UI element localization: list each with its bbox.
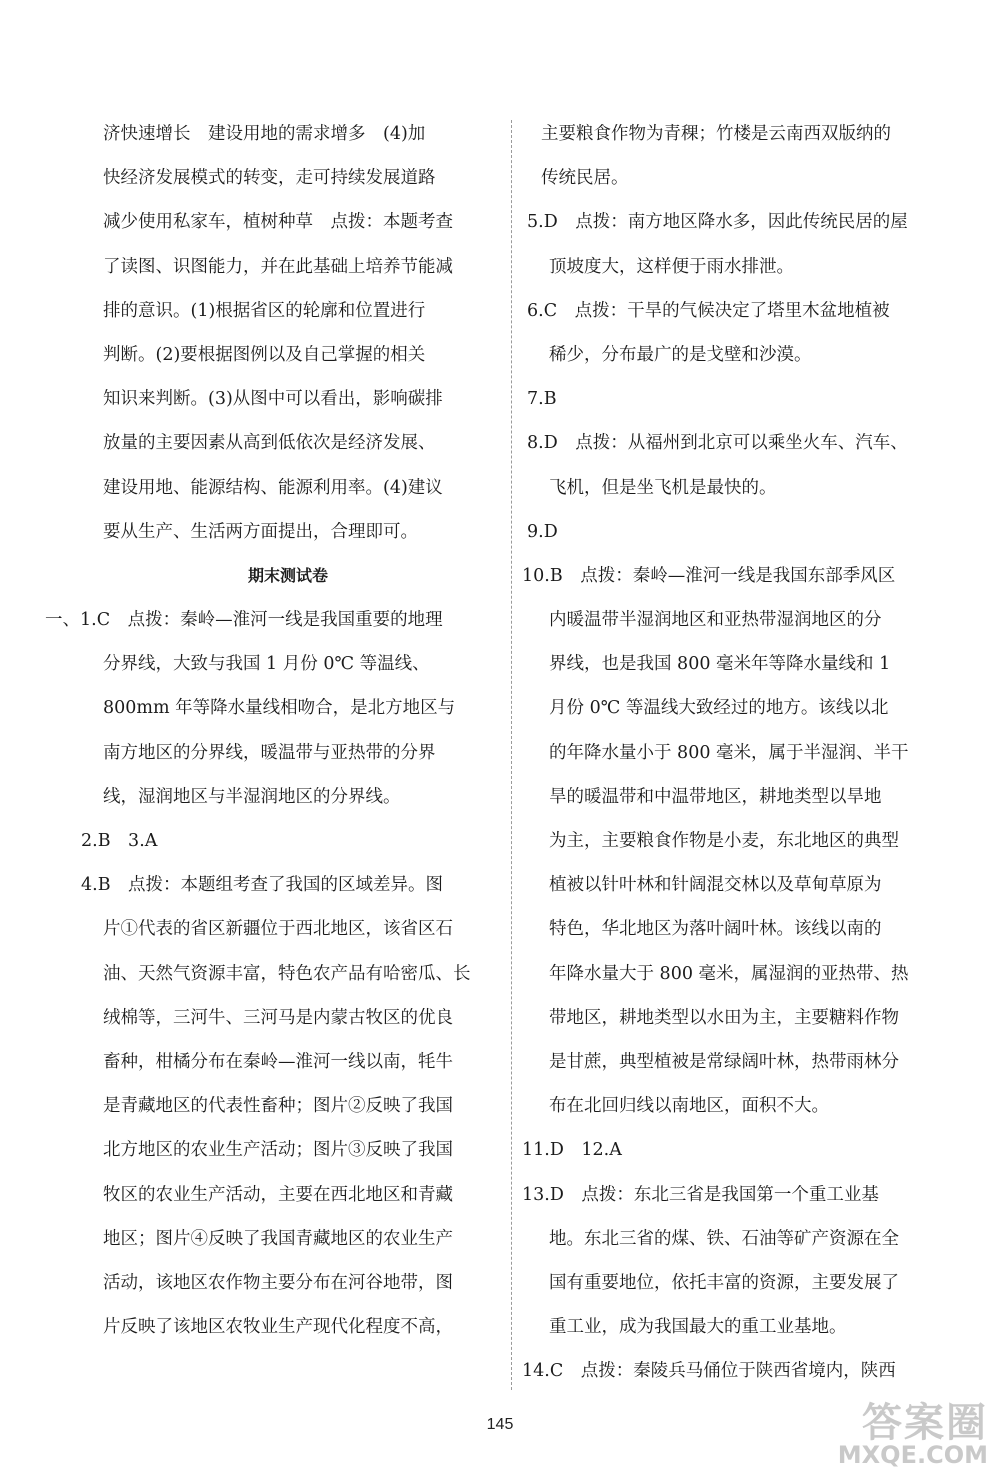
text-line: 排的意识。(1)根据省区的轮廓和位置进行 — [103, 300, 426, 321]
answer-line: 稀少，分布最广的是戈壁和沙漠。 — [549, 344, 812, 365]
continued-answer — [103, 112, 473, 554]
text-line: 传统民居。 — [541, 168, 629, 189]
answer-q10 — [522, 554, 909, 1128]
answer-line: 南方地区的分界线，暖温带与亚热带的分界 — [103, 742, 436, 763]
text-line: 放量的主要因素从高到低依次是经济发展、 — [103, 433, 436, 454]
answer-line: 重工业，成为我国最大的重工业基地。 — [549, 1317, 847, 1338]
text-line: 建设用地、能源结构、能源利用率。(4)建议 — [103, 477, 443, 498]
answer-q8 — [527, 421, 907, 509]
answer-line: 是青藏地区的代表性畜种；图片②反映了我国 — [103, 1096, 453, 1117]
answer-q5 — [527, 200, 907, 288]
continued-answer — [527, 112, 907, 200]
answer-line: 飞机，但是坐飞机是最快的。 — [549, 477, 777, 498]
text-line: 济快速增长 建设用地的需求增多 (4)加 — [103, 124, 426, 144]
answer-line: 带地区，耕地类型以水田为主，主要糖料作物 — [549, 1007, 899, 1028]
answer-line: 13.D 点拨：东北三省是我国第一个重工业基 — [522, 1184, 879, 1205]
answer-line: 一、1.C 点拨：秦岭—淮河一线是我国重要的地理 — [45, 610, 443, 631]
answer-q11-q12: 11.D 12.A — [522, 1140, 622, 1161]
watermark-url: MXQE.COM — [837, 1441, 988, 1469]
answer-line: 10.B 点拨：秦岭—淮河一线是我国东部季风区 — [522, 565, 896, 586]
answer-line: 植被以针叶林和针阔混交林以及草甸草原为 — [549, 875, 882, 896]
text-line: 主要粮食作物为青稞；竹楼是云南西双版纳的 — [541, 124, 891, 144]
answer-line: 牧区的农业生产活动，主要在西北地区和青藏 — [103, 1184, 453, 1205]
answer-line: 线，湿润地区与半湿润地区的分界线。 — [103, 786, 401, 807]
watermark-logo — [837, 1391, 992, 1471]
answer-line: 年降水量大于 800 毫米，属湿润的亚热带、热 — [549, 963, 909, 984]
answer-line: 界线，也是我国 800 毫米年等降水量线和 1 — [549, 654, 891, 675]
answer-line: 畜种，柑橘分布在秦岭—淮河一线以南，牦牛 — [103, 1051, 453, 1072]
answer-q7: 7.B — [527, 389, 557, 410]
answer-line: 片反映了该地区农牧业生产现代化程度不高， — [103, 1317, 453, 1338]
page-number: 145 — [486, 1416, 514, 1433]
right-column — [522, 112, 909, 1393]
section-title: 期末测试卷 — [247, 565, 328, 585]
answer-line: 4.B 点拨：本题组考查了我国的区域差异。图 — [81, 875, 444, 896]
answer-q2-q3: 2.B 3.A — [81, 831, 158, 851]
text-line: 判断。(2)要根据图例以及自己掌握的相关 — [103, 344, 426, 365]
answer-line: 油、天然气资源丰富，特色农产品有哈密瓜、长 — [103, 963, 471, 984]
answer-line: 内暖温带半湿润地区和亚热带湿润地区的分 — [549, 610, 882, 631]
answer-line: 活动，该地区农作物主要分布在河谷地带，图 — [103, 1272, 453, 1293]
answer-line: 北方地区的农业生产活动；图片③反映了我国 — [103, 1140, 453, 1161]
text-line: 了读图、识图能力，并在此基础上培养节能减 — [103, 256, 453, 277]
left-column — [45, 112, 473, 1349]
answer-line: 国有重要地位，依托丰富的资源，主要发展了 — [549, 1272, 899, 1293]
answer-line: 5.D 点拨：南方地区降水多，因此传统民居的屋 — [527, 212, 908, 233]
answer-line: 顶坡度大，这样便于雨水排泄。 — [549, 256, 794, 277]
text-line: 要从生产、生活两方面提出，合理即可。 — [103, 521, 418, 542]
answer-line: 6.C 点拨：干旱的气候决定了塔里木盆地植被 — [527, 300, 890, 321]
answer-line: 8.D 点拨：从福州到北京可以乘坐火车、汽车、 — [527, 433, 908, 454]
answer-line: 地。东北三省的煤、铁、石油等矿产资源在全 — [549, 1228, 899, 1249]
answer-q1 — [45, 598, 473, 819]
answer-line: 绒棉等，三河牛、三河马是内蒙古牧区的优良 — [103, 1007, 453, 1028]
answer-q6 — [527, 289, 907, 377]
answer-line: 旱的暖温带和中温带地区，耕地类型以旱地 — [549, 786, 882, 807]
answer-line: 片①代表的省区新疆位于西北地区，该省区石 — [103, 919, 453, 940]
answer-q9: 9.D — [527, 521, 558, 542]
answer-line: 14.C 点拨：秦陵兵马俑位于陕西省境内，陕西 — [522, 1361, 896, 1382]
answer-q13 — [522, 1173, 907, 1350]
column-divider — [511, 120, 513, 1390]
text-line: 减少使用私家车，植树种草 点拨：本题考查 — [103, 212, 453, 233]
answer-line: 地区；图片④反映了我国青藏地区的农业生产 — [103, 1228, 453, 1249]
answer-line: 是甘蔗，典型植被是常绿阔叶林，热带雨林分 — [549, 1051, 899, 1072]
answer-line: 分界线，大致与我国 1 月份 0℃ 等温线、 — [103, 654, 430, 675]
answer-line: 为主，主要粮食作物是小麦，东北地区的典型 — [549, 831, 899, 851]
answer-q4 — [81, 863, 473, 1349]
text-line: 快经济发展模式的转变，走可持续发展道路 — [103, 168, 436, 189]
answer-line: 特色，华北地区为落叶阔叶林。该线以南的 — [549, 919, 882, 940]
answer-line: 月份 0℃ 等温线大致经过的地方。该线以北 — [549, 698, 889, 719]
text-line: 知识来判断。(3)从图中可以看出，影响碳排 — [103, 389, 443, 410]
answer-q14 — [522, 1349, 907, 1393]
answer-line: 布在北回归线以南地区，面积不大。 — [549, 1096, 829, 1117]
answer-line: 800mm 年等降水量线相吻合，是北方地区与 — [103, 698, 456, 719]
answer-line: 的年降水量小于 800 毫米，属于半湿润、半干 — [549, 742, 909, 763]
watermark-logo-text: 答案圈 — [862, 1400, 988, 1446]
